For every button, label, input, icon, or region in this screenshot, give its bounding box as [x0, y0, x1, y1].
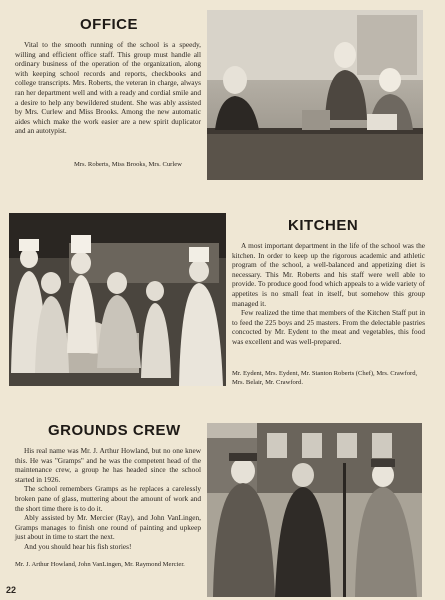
- grounds-caption: Mr. J. Arthur Howland, John VanLingen, Mr. Raymond Mercier.: [15, 561, 185, 568]
- kitchen-paragraph-1: A most important department in the life of the school was the kitchen. In order to keep up the rigorous academic and athletic program of the school, a well-balanced and appetizing diet is necessary. This Mr. Roberts and his staff were well able to provide. To produce good food which appeals to a wide variety of appetites is no small feat in itself, but somehow this group managed it.: [232, 241, 425, 308]
- kitchen-body: [232, 241, 425, 347]
- grounds-photo: [207, 423, 422, 597]
- grounds-paragraph-2: The school remembers Gramps as he replaces a carelessly broken pane of glass, muttering about the amount of work and the short time there is to do it.: [15, 484, 201, 513]
- grounds-paragraph-3: Ably assisted by Mr. Mercier (Ray), and John VanLingen, Gramps manages to finish one round of painting and upkeep just about in time to start the next.: [15, 513, 201, 542]
- office-heading: OFFICE: [80, 16, 138, 33]
- kitchen-heading: KITCHEN: [288, 217, 359, 234]
- grounds-heading: GROUNDS CREW: [48, 422, 181, 439]
- page-number: 22: [6, 585, 17, 595]
- office-photo: [207, 10, 423, 180]
- grounds-body: [15, 446, 201, 552]
- kitchen-paragraph-2: Few realized the time that members of the Kitchen Staff put in to feed the 225 boys and 25 masters. From the delectable pastries concocted by Mr. Eydent to the meat and vegetables, this food was excellent and was well-prepared.: [232, 308, 425, 346]
- kitchen-photo: [9, 213, 226, 386]
- office-caption: Mrs. Roberts, Miss Brooks, Mrs. Curlew: [74, 161, 182, 168]
- office-body: Vital to the smooth running of the school is a speedy, willing and efficient office staff. This group must handle all ordinary business of the operation of the organization, along with keeping school records and reports, checkbooks and college transcripts. Mrs. Roberts, the veteran in charge, always ran her department well and with a ready and cordial smile and a desire to help any bewildered student. She was ably assisted by Mrs. Curlew and Miss Brooks. Among the new automatic aides which make the work easier are a new spirit duplicator and an autotypist.: [15, 40, 201, 136]
- grounds-paragraph-1: His real name was Mr. J. Arthur Howland, but no one knew this. He was "Gramps" and he was the competent head of the maintenance crew, a group he has headed since the school started in 1926.: [15, 446, 201, 484]
- grounds-paragraph-4: And you should hear his fish stories!: [24, 541, 132, 551]
- kitchen-caption: Mr. Eydent, Mrs. Eydent, Mr. Stanton Roberts (Chef), Mrs. Crawford, Mrs. Belair, Mr. Crawford.: [232, 370, 418, 386]
